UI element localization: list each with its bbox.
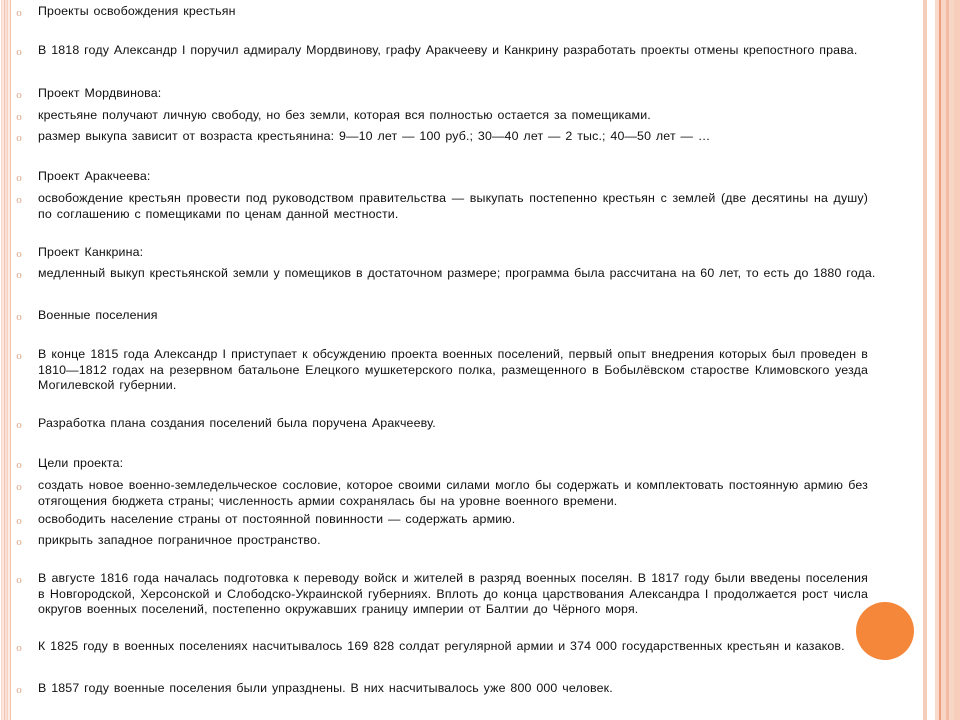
bullet-marker-icon: o — [16, 172, 22, 184]
bullet-text: В 1818 году Александр I поручил адмиралу Мордвинову, графу Аракчееву и Канкрину разработать проекты отмены крепостного права. — [38, 43, 858, 57]
bullet-text: В августе 1816 года началась подготовка к переводу войск и жителей в разряд военных поселян. В 1817 году были введены поселения в Новгородской, Херсонской и Слободско-Украинской губерниях. Вплоть до конца царствования Александра I продолжается рост числа округов военных поселений, постепенно окружавших границу империи от Балтии до Чёрного моря. — [38, 571, 868, 616]
bullet-row — [0, 191, 872, 222]
bullet-marker-icon: o — [16, 111, 22, 123]
bullet-row — [0, 108, 890, 125]
bullet-row — [0, 266, 890, 283]
bullet-text: освобождение крестьян провести под руководством правительства — выкупать постепенно крестьян с землей (две десятины на душу) по соглашению с помещиками по ценам данной местности. — [38, 191, 868, 221]
bullet-row — [0, 456, 890, 473]
bullet-text: Проект Мордвинова: — [38, 86, 162, 100]
bullet-row — [0, 681, 890, 698]
bullet-text: Проект Канкрина: — [38, 245, 144, 259]
bullet-marker-icon: o — [16, 642, 22, 654]
bullet-text: крестьяне получают личную свободу, но без земли, которая вся полностью остается за помещиками. — [38, 108, 651, 122]
bullet-text: Разработка плана создания поселений была поручена Аракчееву. — [38, 416, 436, 430]
bullet-marker-icon: o — [16, 515, 22, 527]
bullet-marker-icon: o — [16, 248, 22, 260]
bullet-row — [0, 308, 890, 325]
bullet-text: медленный выкуп крестьянской земли у помещиков в достаточном размере; программа была рассчитана на 60 лет, то есть до 1880 года. — [38, 266, 876, 280]
bullet-marker-icon: o — [16, 311, 22, 323]
bullet-marker-icon: o — [16, 536, 22, 548]
bullet-row — [0, 639, 890, 656]
bullet-row — [0, 86, 890, 103]
left-stripe-border — [0, 0, 11, 720]
bullet-text: Проекты освобождения крестьян — [38, 4, 236, 18]
bullet-row — [0, 478, 872, 509]
bullet-row — [0, 571, 872, 618]
bullet-marker-icon: o — [16, 194, 22, 206]
bullet-marker-icon: o — [16, 89, 22, 101]
bullet-text: освободить население страны от постоянной повинности — содержать армию. — [38, 512, 516, 526]
bullet-marker-icon: o — [16, 481, 22, 493]
bullet-text: Военные поселения — [38, 308, 158, 322]
bullet-marker-icon: o — [16, 684, 22, 696]
bullet-row — [0, 245, 890, 262]
bullet-text: размер выкупа зависит от возраста крестьянина: 9—10 лет — 100 руб.; 30—40 лет — 2 тыс.; 40—50 лет — … — [38, 129, 711, 143]
bullet-marker-icon: o — [16, 574, 22, 586]
bullet-text: прикрыть западное пограничное пространство. — [38, 533, 321, 547]
bullet-marker-icon: o — [16, 269, 22, 281]
bullet-row — [0, 43, 890, 60]
bullet-text: В конце 1815 года Александр I приступает к обсуждению проекта военных поселений, первый опыт внедрения которых был проведен в 1810—1812 годах на резервном батальоне Елецкого мушкетерского полка, размещенного в Бобылёвском старостве Климовского уезда Могилевской губернии. — [38, 347, 868, 392]
bullet-row — [0, 416, 890, 433]
bullet-row — [0, 512, 890, 529]
bullet-marker-icon: o — [16, 459, 22, 471]
bullet-text: Проект Аракчеева: — [38, 169, 151, 183]
bullet-marker-icon: o — [16, 419, 22, 431]
bullet-row — [0, 4, 890, 21]
bullet-text: Цели проекта: — [38, 456, 124, 470]
bullet-row — [0, 129, 890, 146]
bullet-row — [0, 347, 872, 394]
orange-circle — [856, 602, 914, 660]
bullet-text: К 1825 году в военных поселениях насчитывалось 169 828 солдат регулярной армии и 374 000 государственных крестьян и казаков. — [38, 639, 845, 653]
bullet-row — [0, 533, 890, 550]
bullet-marker-icon: o — [16, 7, 22, 19]
bullet-marker-icon: o — [16, 132, 22, 144]
bullet-marker-icon: o — [16, 46, 22, 58]
bullet-text: В 1857 году военные поселения были упразднены. В них насчитывалось уже 800 000 человек. — [38, 681, 613, 695]
bullet-text: создать новое военно-земледельческое сословие, которое своими силами могло бы содержать и комплектовать постоянную армию без отягощения бюджета страны; численность армии сохранялась бы на уровне военного времени. — [38, 478, 868, 508]
right-stripe-border — [918, 0, 960, 720]
bullet-row — [0, 169, 890, 186]
bullet-marker-icon: o — [16, 350, 22, 362]
